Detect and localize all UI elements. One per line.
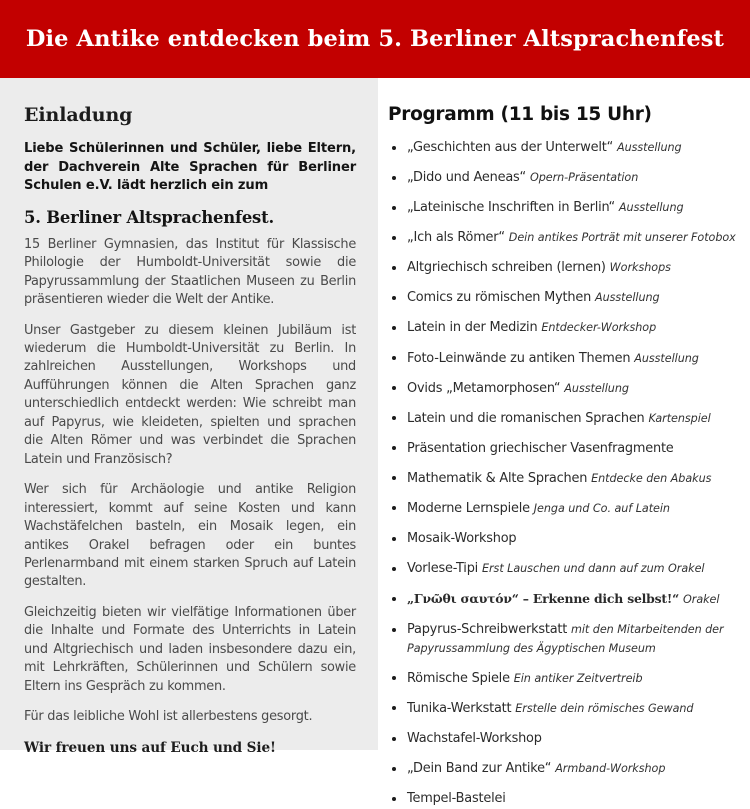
bullet-icon bbox=[392, 737, 396, 741]
program-item bbox=[388, 229, 736, 248]
program-item bbox=[388, 730, 736, 749]
bullet-icon bbox=[392, 628, 396, 632]
header-banner bbox=[0, 0, 750, 78]
program-item bbox=[388, 319, 736, 338]
invitation-paragraph-3: Wer sich für Archäologie und antike Religion interessiert, kommt auf seine Kosten und kann Wachstäfelchen basteln, ein Mosaik legen, ein antikes Orakel befragen oder ein buntes Perlenarmband mit einem starken Spruch auf Latein gestalten. bbox=[24, 482, 356, 590]
program-item bbox=[388, 380, 736, 399]
page-title: Die Antike entdecken beim 5. Berliner Altsprachenfest bbox=[25, 25, 725, 52]
program-item bbox=[388, 700, 736, 719]
program-item bbox=[388, 410, 736, 429]
program-item-title: Moderne Lernspiele bbox=[407, 500, 530, 516]
bullet-icon bbox=[392, 476, 396, 480]
program-item-note: Kartenspiel bbox=[648, 411, 711, 425]
program-item bbox=[388, 199, 736, 218]
bullet-icon bbox=[392, 706, 396, 710]
invitation-paragraph-2: Unser Gastgeber zu diesem kleinen Jubiläum ist wiederum die Humboldt-Universität zu Berlin. In zahlreichen Ausstellungen, Workshops und Aufführungen können die Alten Sprachen ganz unterschiedlich entdeckt werden: Wie schreibt man auf Papyrus, wie kleideten, spielten und sprachen die Alten Römer und was verbindet die Sprachen Latein und Französisch? bbox=[24, 322, 356, 467]
program-heading: Programm (11 bis 15 Uhr) bbox=[388, 104, 652, 125]
program-item-note: Ausstellung bbox=[564, 381, 629, 395]
bullet-icon bbox=[392, 236, 396, 240]
program-item bbox=[388, 139, 736, 158]
bullet-icon bbox=[392, 356, 396, 360]
program-item-title: „Γνῶθι σαυτόν“ – Erkenne dich selbst!“ bbox=[407, 591, 680, 607]
bullet-icon bbox=[392, 416, 396, 420]
program-item-title: „Geschichten aus der Unterwelt“ bbox=[407, 140, 614, 155]
bullet-icon bbox=[392, 266, 396, 270]
program-item-note: Orakel bbox=[683, 593, 720, 607]
bullet-icon bbox=[392, 296, 396, 300]
program-item-note: Opern-Präsentation bbox=[529, 171, 639, 185]
program-item-note: Ausstellung bbox=[634, 351, 699, 365]
program-item bbox=[388, 530, 736, 549]
program-item bbox=[388, 470, 736, 489]
program-item-title: Comics zu römischen Mythen bbox=[407, 290, 592, 306]
program-item-title: Wachstafel-Workshop bbox=[407, 731, 542, 747]
bullet-icon bbox=[392, 597, 396, 601]
program-item-note: Ein antiker Zeitvertreib bbox=[513, 671, 643, 685]
program-column bbox=[378, 78, 750, 807]
invitation-heading: Einladung bbox=[24, 104, 133, 126]
program-item-title: „Dein Band zur Antike“ bbox=[407, 761, 552, 777]
program-item-note: Erst Lauschen und dann auf zum Orakel bbox=[481, 562, 705, 576]
program-item-title: Foto-Leinwände zu antiken Themen bbox=[407, 350, 631, 366]
program-item-title: Mosaik-Workshop bbox=[407, 531, 517, 547]
bullet-icon bbox=[392, 176, 396, 180]
program-item bbox=[388, 259, 736, 278]
program-item-note: Dein antikes Porträt mit unserer Fotobox bbox=[508, 231, 736, 245]
program-item-title: „Lateinische Inschriften in Berlin“ bbox=[407, 200, 616, 216]
program-item-note: Jenga und Co. auf Latein bbox=[533, 501, 670, 515]
program-item-title: „Ich als Römer“ bbox=[407, 230, 505, 246]
program-list bbox=[388, 139, 736, 809]
program-item bbox=[388, 621, 736, 658]
program-item bbox=[388, 760, 736, 779]
bullet-icon bbox=[392, 446, 396, 450]
program-item-note: Ausstellung bbox=[618, 201, 684, 215]
catering-note: Für das leibliche Wohl ist allerbestens gesorgt. bbox=[24, 709, 313, 725]
program-item-note: Ausstellung bbox=[616, 141, 682, 154]
program-item-note: Entdecker-Workshop bbox=[541, 321, 657, 335]
invitation-paragraph-1: 15 Berliner Gymnasien, das Institut für Klassische Philologie der Humboldt-Universität sowie die Papyrussammlung der Staatlichen Museen zu Berlin präsentieren wieder die Welt der Antike. bbox=[24, 236, 356, 308]
bullet-icon bbox=[392, 676, 396, 680]
closing-line: Wir freuen uns auf Euch und Sie! bbox=[24, 739, 276, 756]
program-item bbox=[388, 169, 736, 188]
program-item-note: Erstelle dein römisches Gewand bbox=[515, 701, 694, 715]
program-item-title: Tunika-Werkstatt bbox=[407, 700, 512, 716]
program-item bbox=[388, 289, 736, 308]
program-item bbox=[388, 790, 736, 809]
program-item bbox=[388, 670, 736, 689]
bullet-icon bbox=[392, 567, 396, 571]
bullet-icon bbox=[392, 797, 396, 801]
program-item-title: Mathematik & Alte Sprachen bbox=[407, 470, 588, 486]
program-item-note: Workshops bbox=[609, 261, 671, 275]
program-item-note: Ausstellung bbox=[594, 291, 660, 305]
program-item bbox=[388, 440, 736, 459]
program-item-title: Römische Spiele bbox=[407, 670, 510, 686]
bullet-icon bbox=[392, 146, 396, 150]
invitation-column bbox=[0, 78, 378, 756]
program-item-title: Tempel-Bastelei bbox=[407, 791, 506, 807]
bullet-icon bbox=[392, 767, 396, 771]
program-item-title: Vorlese-Tipi bbox=[407, 561, 479, 577]
program-item-title: Ovids „Metamorphosen“ bbox=[407, 380, 561, 396]
bullet-icon bbox=[392, 206, 396, 210]
bullet-icon bbox=[392, 326, 396, 330]
program-item-title: Präsentation griechischer Vasenfragmente bbox=[407, 440, 674, 456]
bullet-icon bbox=[392, 386, 396, 390]
program-item-title: Papyrus-Schreibwerkstatt bbox=[407, 622, 568, 638]
program-item-title: „Dido und Aeneas“ bbox=[407, 170, 527, 186]
bullet-icon bbox=[392, 537, 396, 541]
invitation-salutation: Liebe Schülerinnen und Schüler, liebe Eltern, der Dachverein Alte Sprachen für Berliner Schulen e.V. lädt herzlich ein zum bbox=[24, 141, 356, 194]
program-item-note: mit den Mitarbeitenden der Papyrussammlung des Ägyptischen Museum bbox=[407, 623, 724, 655]
program-item-title: Latein in der Medizin bbox=[407, 320, 538, 336]
program-item-note: Entdecke den Abakus bbox=[591, 471, 712, 485]
program-item bbox=[388, 560, 736, 579]
event-subheading: 5. Berliner Altsprachenfest. bbox=[24, 207, 274, 227]
program-item-title: Latein und die romanischen Sprachen bbox=[407, 410, 645, 426]
invitation-paragraph-4: Gleichzeitig bieten wir vielfätige Informationen über die Inhalte und Formate des Unterrichts in Latein und Altgriechisch und laden insbesondere dazu ein, mit Lehrkräften, Schülerinnen und Schülern sowie Eltern ins Gespräch zu kommen. bbox=[24, 604, 356, 694]
program-item bbox=[388, 350, 736, 369]
program-item bbox=[388, 500, 736, 519]
program-item-note: Armband-Workshop bbox=[555, 762, 666, 776]
program-item-title: Altgriechisch schreiben (lernen) bbox=[407, 260, 606, 276]
program-item bbox=[388, 590, 736, 610]
content-columns bbox=[0, 78, 750, 807]
bullet-icon bbox=[392, 506, 396, 510]
